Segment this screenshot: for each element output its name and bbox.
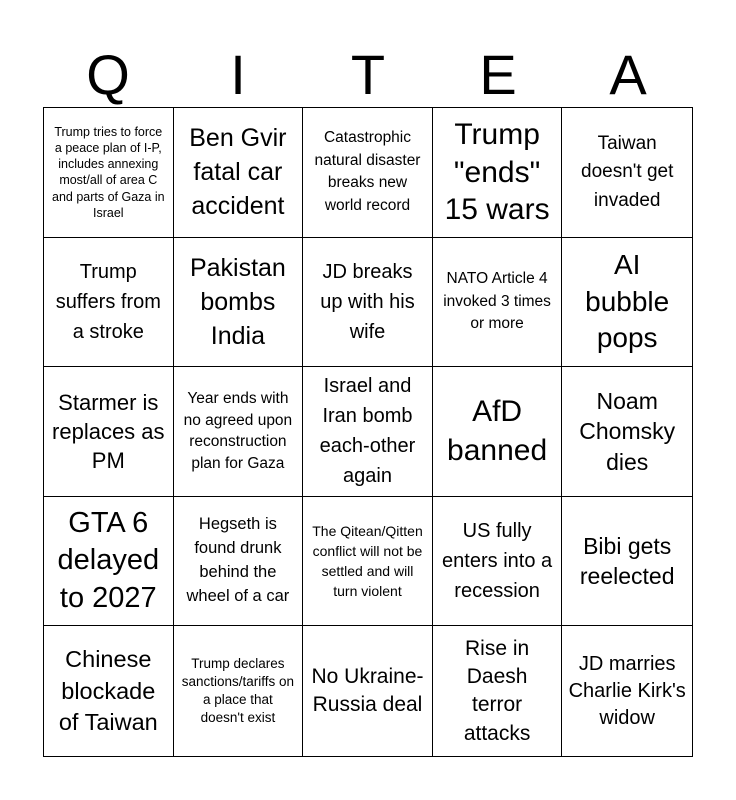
- bingo-cell-text: JD breaks up with his wife: [320, 260, 415, 343]
- bingo-cell-r1-c4[interactable]: [433, 108, 563, 238]
- bingo-cell-r1-c5[interactable]: [562, 108, 692, 238]
- bingo-cell-r4-c1[interactable]: [44, 497, 174, 627]
- bingo-cell-r5-c4[interactable]: [433, 626, 563, 756]
- bingo-cell-text: US fully enters into a recession: [442, 520, 553, 603]
- bingo-cell-text: Bibi gets reelected: [579, 532, 675, 590]
- header-letter-i: I: [230, 43, 246, 106]
- bingo-cell-r2-c4[interactable]: [433, 238, 563, 368]
- bingo-cell-text: Hegseth is found drunk behind the wheel of a car: [186, 515, 290, 606]
- bingo-cell-r2-c1[interactable]: [44, 238, 174, 368]
- bingo-cell-r4-c2[interactable]: [174, 497, 304, 627]
- bingo-cell-text: Noam Chomsky dies: [579, 387, 676, 475]
- bingo-cell-text: Trump suffers from a stroke: [55, 260, 161, 343]
- bingo-cell-r4-c3[interactable]: [303, 497, 433, 627]
- bingo-cell-r5-c3[interactable]: [303, 626, 433, 756]
- header-letter-t: T: [350, 43, 386, 106]
- header-letter-e: E: [479, 43, 517, 106]
- bingo-cell-r3-c3[interactable]: [303, 367, 433, 497]
- bingo-cell-r5-c1[interactable]: [44, 626, 174, 756]
- bingo-cell-r3-c5[interactable]: [562, 367, 692, 497]
- bingo-cell-r2-c3[interactable]: [303, 238, 433, 368]
- bingo-cell-text: Ben Gvir fatal car accident: [189, 123, 287, 221]
- bingo-cell-r5-c2[interactable]: [174, 626, 304, 756]
- bingo-cell-r3-c1[interactable]: [44, 367, 174, 497]
- bingo-cell-text: The Qitean/Qitten conflict will not be settled and will turn violent: [312, 522, 423, 600]
- bingo-cell-r3-c2[interactable]: [174, 367, 304, 497]
- bingo-board: [43, 107, 693, 757]
- bingo-cell-text: AI bubble pops: [585, 249, 670, 354]
- header-letter-q: Q: [86, 43, 130, 106]
- bingo-cell-text: Trump declares sanctions/tariffs on a place that doesn't exist: [181, 655, 295, 726]
- bingo-cell-text: Trump "ends" 15 wars: [444, 118, 550, 227]
- bingo-cell-r1-c2[interactable]: [174, 108, 304, 238]
- bingo-cell-text: Starmer is replaces as PM: [52, 389, 165, 474]
- bingo-cell-text: Trump tries to force a peace plan of I-P, includes annexing most/all of area C and parts of Gaza in Israel: [52, 124, 165, 220]
- bingo-cell-r2-c5[interactable]: [562, 238, 692, 368]
- bingo-cell-r1-c3[interactable]: [303, 108, 433, 238]
- bingo-cell-r5-c5[interactable]: [562, 626, 692, 756]
- bingo-header: [43, 44, 693, 106]
- bingo-cell-text: JD marries Charlie Kirk's widow: [568, 652, 686, 729]
- bingo-cell-text: GTA 6 delayed to 2027: [57, 506, 160, 614]
- bingo-cell-text: NATO Article 4 invoked 3 times or more: [443, 270, 551, 333]
- bingo-cell-text: Rise in Daesh terror attacks: [463, 636, 531, 745]
- bingo-cell-text: Israel and Iran bomb each-other again: [319, 375, 416, 488]
- header-letter-a: A: [609, 43, 647, 106]
- bingo-cell-r3-c4[interactable]: [433, 367, 563, 497]
- bingo-cell-r4-c5[interactable]: [562, 497, 692, 627]
- bingo-cell-text: Taiwan doesn't get invaded: [581, 132, 674, 211]
- bingo-cell-text: Year ends with no agreed upon reconstruction plan for Gaza: [183, 390, 293, 473]
- bingo-cell-text: Catastrophic natural disaster breaks new world record: [314, 129, 421, 214]
- bingo-cell-r4-c4[interactable]: [433, 497, 563, 627]
- bingo-cell-text: No Ukraine-Russia deal: [311, 664, 424, 717]
- bingo-cell-text: Pakistan bombs India: [189, 253, 286, 351]
- bingo-cell-r2-c2[interactable]: [174, 238, 304, 368]
- bingo-cell-text: AfD banned: [447, 395, 548, 468]
- bingo-cell-text: Chinese blockade of Taiwan: [58, 646, 158, 735]
- bingo-cell-r1-c1[interactable]: [44, 108, 174, 238]
